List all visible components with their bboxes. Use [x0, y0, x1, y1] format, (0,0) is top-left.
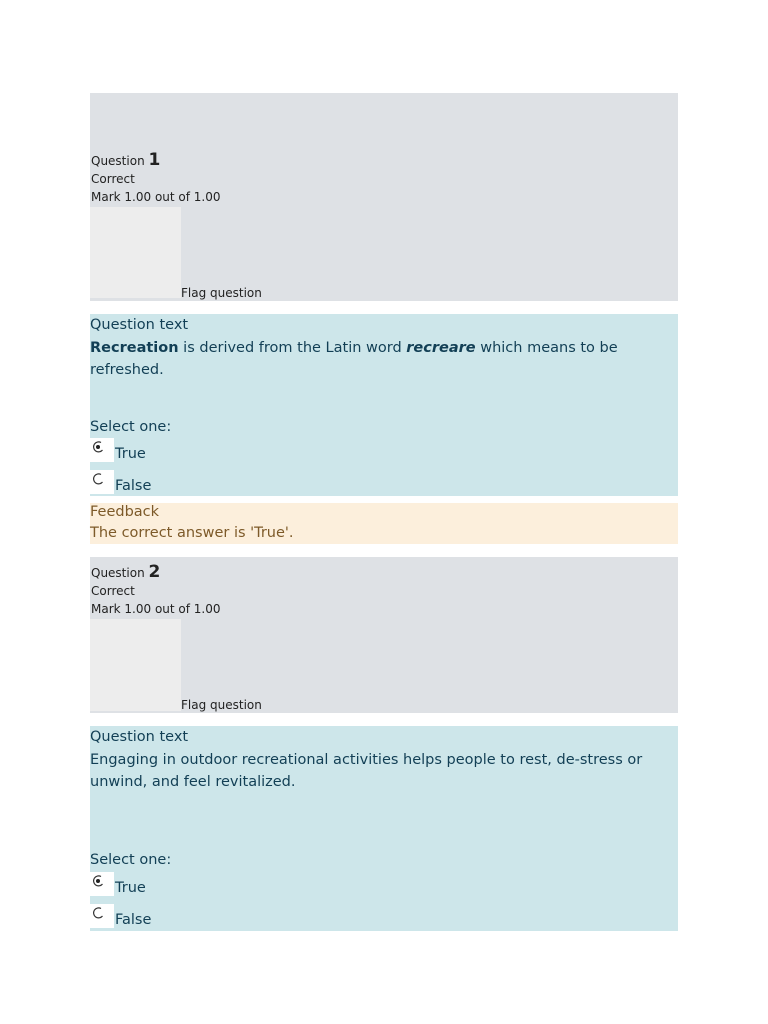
feedback-heading: Feedback — [90, 504, 160, 520]
flag-question-link[interactable]: Flag question — [181, 286, 262, 300]
question-number-value: 1 — [148, 150, 161, 170]
feedback-text: The correct answer is 'True'. — [90, 525, 294, 541]
question-text-heading: Question text — [90, 317, 189, 333]
radio-unselected-icon[interactable] — [90, 904, 114, 928]
question-info — [90, 557, 678, 713]
option-false[interactable] — [90, 904, 290, 934]
radio-selected-icon[interactable] — [90, 438, 114, 462]
question-text-italic: recreare — [406, 340, 476, 356]
option-label: True — [115, 880, 146, 896]
radio-unselected-icon[interactable] — [90, 470, 114, 494]
question-info — [90, 93, 678, 301]
option-label: True — [115, 446, 146, 462]
option-label: False — [115, 912, 152, 928]
select-one-label: Select one: — [90, 419, 172, 435]
radio-selected-icon[interactable] — [90, 872, 114, 896]
question-text: Engaging in outdoor recreational activities helps people to rest, de-stress or unwind, and feel revitalized. — [90, 752, 643, 790]
question-text-end: which means to be refreshed. — [90, 340, 618, 378]
feedback — [90, 503, 678, 544]
flag-question-link[interactable]: Flag question — [181, 698, 262, 712]
option-false[interactable] — [90, 470, 290, 500]
question-label: Question — [91, 154, 145, 168]
question-number-value: 2 — [148, 562, 161, 582]
question-mark: Mark 1.00 out of 1.00 — [91, 190, 221, 204]
question-content — [90, 726, 678, 931]
question-mark: Mark 1.00 out of 1.00 — [91, 602, 221, 616]
question-number — [91, 562, 160, 582]
question-status: Correct — [91, 584, 135, 598]
flag-icon[interactable] — [90, 207, 181, 298]
question-content — [90, 314, 678, 496]
option-label: False — [115, 478, 152, 494]
question-text-bold: Recreation — [90, 340, 179, 356]
question-text-mid: is derived from the Latin word — [178, 340, 407, 356]
question-label: Question — [91, 566, 145, 580]
question-status: Correct — [91, 172, 135, 186]
question-text-heading: Question text — [90, 729, 189, 745]
option-true[interactable] — [90, 438, 290, 468]
select-one-label: Select one: — [90, 852, 172, 868]
option-true[interactable] — [90, 872, 290, 902]
question-text — [90, 337, 676, 381]
flag-icon[interactable] — [90, 619, 181, 711]
question-number — [91, 150, 160, 170]
